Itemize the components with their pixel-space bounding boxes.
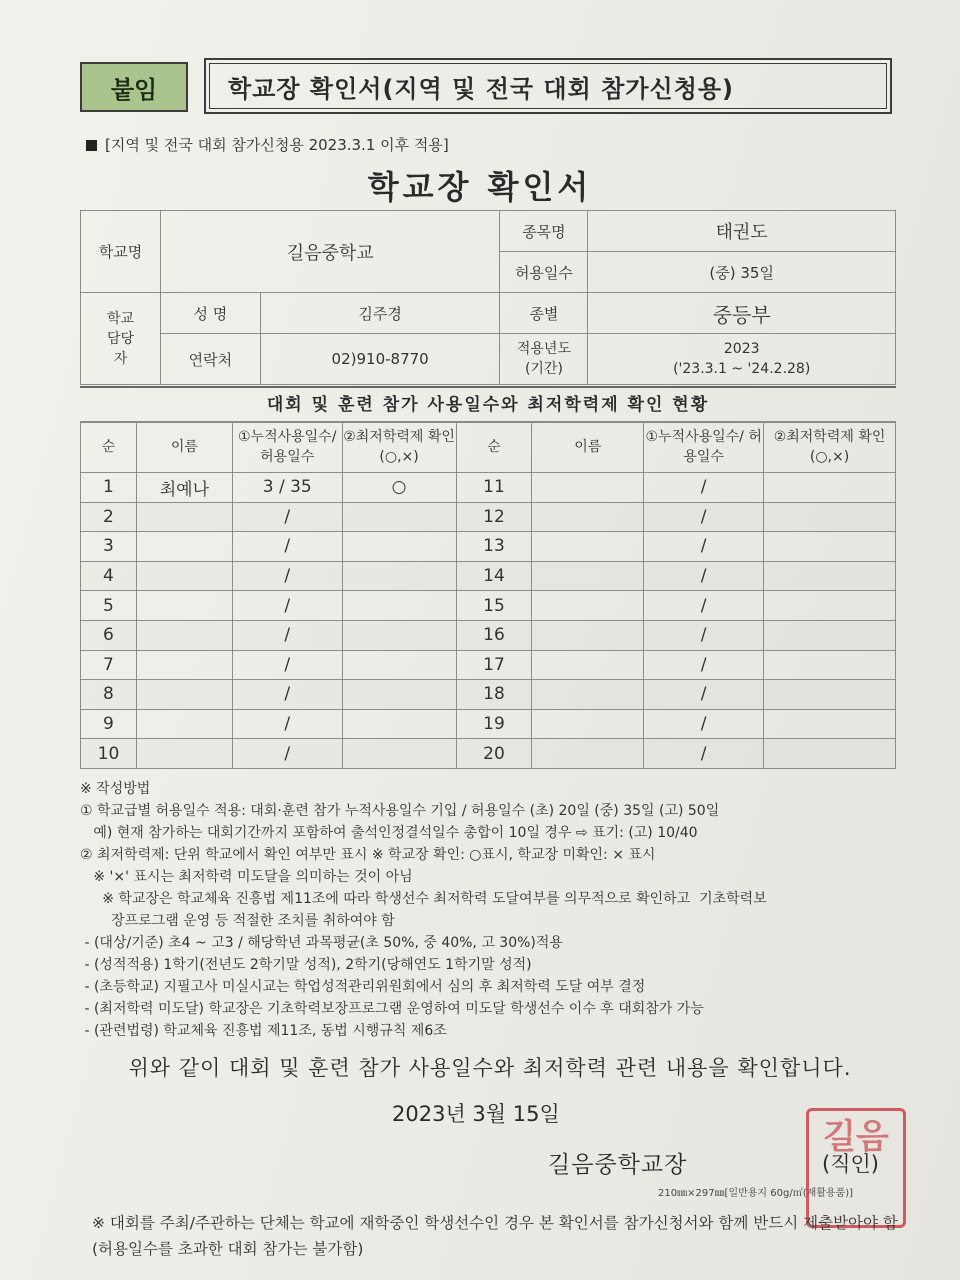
usage-grid xyxy=(80,421,896,769)
row-name xyxy=(136,680,232,710)
row-days: / xyxy=(644,473,764,503)
row-name xyxy=(532,709,644,739)
row-academic xyxy=(342,709,456,739)
row-number: 20 xyxy=(456,739,532,769)
row-academic xyxy=(764,532,896,562)
method-line: - (대상/기준) 초4 ~ 고3 / 해당학년 과목평균(초 50%, 중 40%, 고 30%)적용 xyxy=(80,935,563,951)
row-academic xyxy=(764,502,896,532)
row-name xyxy=(136,561,232,591)
row-number: 19 xyxy=(456,709,532,739)
row-name xyxy=(532,502,644,532)
method-line: 예) 현재 참가하는 대회기간까지 포함하여 출석인정결석일수 총합이 10일 경우 ⇨ 표기: (고) 10/40 xyxy=(80,825,698,841)
col-days-right: ①누적사용일수/ 허용일수 xyxy=(644,422,764,473)
row-academic xyxy=(342,502,456,532)
method-line: ※ '×' 표시는 최저학력 미도달을 의미하는 것이 아님 xyxy=(80,869,413,885)
attachment-tag: 붙임 xyxy=(80,62,188,112)
row-number: 3 xyxy=(81,532,137,562)
row-name xyxy=(136,502,232,532)
method-line: - (초등학교) 지필고사 미실시교는 학업성적관리위원회에서 심의 후 최저학력 도달 여부 결정 xyxy=(80,979,646,995)
row-name xyxy=(532,473,644,503)
row-days: / xyxy=(232,532,342,562)
row-number: 8 xyxy=(81,680,137,710)
row-days: 3 / 35 xyxy=(232,473,342,503)
year-label: 적용년도 (기간) xyxy=(500,334,588,385)
row-academic xyxy=(764,680,896,710)
days-label: 허용일수 xyxy=(500,252,588,293)
usage-grid-body xyxy=(81,473,896,769)
paper-spec: 210㎜×297㎜[일반용지 60g/㎡(재활용품)] xyxy=(658,1188,854,1199)
document-header xyxy=(80,58,892,114)
row-academic xyxy=(764,473,896,503)
row-number: 12 xyxy=(456,502,532,532)
row-days: / xyxy=(232,502,342,532)
row-name xyxy=(136,739,232,769)
row-number: 15 xyxy=(456,591,532,621)
row-days: / xyxy=(644,502,764,532)
row-days: / xyxy=(644,591,764,621)
row-days: / xyxy=(644,561,764,591)
row-academic xyxy=(764,561,896,591)
row-number: 14 xyxy=(456,561,532,591)
row-number: 11 xyxy=(456,473,532,503)
year-value: 2023 xyxy=(723,341,760,357)
col-academic-left: ②최저학력제 확인(○,×) xyxy=(342,422,456,473)
signer-title: 길음중학교장 xyxy=(548,1152,688,1178)
division-label: 종별 xyxy=(500,293,588,334)
square-bullet-icon xyxy=(86,140,97,151)
page-title: 학교장 확인서 xyxy=(367,168,593,206)
row-number: 10 xyxy=(81,739,137,769)
col-name-left: 이름 xyxy=(136,422,232,473)
row-days: / xyxy=(644,620,764,650)
year-cell xyxy=(588,334,896,385)
method-line: ※ 학교장은 학교체육 진흥법 제11조에 따라 학생선수 최저학력 도달여부를 의무적으로 확인하고 기초학력보 xyxy=(80,891,767,907)
phone-label: 연락처 xyxy=(160,334,260,385)
row-name xyxy=(532,561,644,591)
row-name xyxy=(136,532,232,562)
row-name xyxy=(532,650,644,680)
confirmation-statement: 위와 같이 대회 및 훈련 참가 사용일수와 최저학력 관련 내용을 확인합니다. xyxy=(128,1056,852,1080)
method-line: 장프로그램 운영 등 적절한 조치를 취하여야 함 xyxy=(80,913,395,929)
phone-value: 02)910-8770 xyxy=(260,334,500,385)
applicability-note xyxy=(86,134,449,155)
row-days: / xyxy=(232,650,342,680)
school-label: 학교명 xyxy=(81,211,161,293)
col-name-right: 이름 xyxy=(532,422,644,473)
row-name xyxy=(532,680,644,710)
year-period: ('23.3.1 ~ '24.2.28) xyxy=(673,361,811,377)
row-number: 2 xyxy=(81,502,137,532)
name-value: 김주경 xyxy=(260,293,500,334)
table-row xyxy=(81,502,896,532)
signature-date: 2023년 3월 15일 xyxy=(392,1102,560,1126)
name-label: 성 명 xyxy=(160,293,260,334)
row-academic xyxy=(342,561,456,591)
row-name xyxy=(532,591,644,621)
row-days: / xyxy=(644,709,764,739)
row-name: 최예나 xyxy=(136,473,232,503)
writing-method xyxy=(80,778,896,1042)
event-label: 종목명 xyxy=(500,211,588,252)
row-number: 1 xyxy=(81,473,137,503)
row-academic xyxy=(764,709,896,739)
col-no-right: 순 xyxy=(456,422,532,473)
row-number: 13 xyxy=(456,532,532,562)
row-academic xyxy=(342,680,456,710)
row-days: / xyxy=(644,680,764,710)
row-number: 9 xyxy=(81,709,137,739)
method-line: ② 최저학력제: 단위 학교에서 확인 여부만 표시 ※ 학교장 확인: ○표시, 학교장 미확인: × 표시 xyxy=(80,847,656,863)
method-line: - (최저학력 미도달) 학교장은 기초학력보장프로그램 운영하여 미도달 학생선수 이수 후 대회참가 가능 xyxy=(80,1001,704,1017)
seal-label: (직인) xyxy=(822,1152,879,1176)
table-row xyxy=(81,739,896,769)
row-days: / xyxy=(232,620,342,650)
col-no-left: 순 xyxy=(81,422,137,473)
row-name xyxy=(532,532,644,562)
applicability-note-text: [지역 및 전국 대회 참가신청용 2023.3.1 이후 적용] xyxy=(105,136,449,154)
table-row xyxy=(81,532,896,562)
row-academic xyxy=(342,620,456,650)
col-academic-right: ②최저학력제 확인(○,×) xyxy=(764,422,896,473)
table-row xyxy=(81,680,896,710)
row-number: 5 xyxy=(81,591,137,621)
event-value: 태권도 xyxy=(588,211,896,252)
usage-grid-header xyxy=(81,422,896,473)
row-number: 7 xyxy=(81,650,137,680)
days-value: (중) 35일 xyxy=(588,252,896,293)
row-days: / xyxy=(644,532,764,562)
row-days: / xyxy=(232,709,342,739)
table-row xyxy=(81,709,896,739)
table-row xyxy=(81,620,896,650)
method-line: - (관련법령) 학교체육 진흥법 제11조, 동법 시행규칙 제6조 xyxy=(80,1023,447,1039)
row-academic xyxy=(342,650,456,680)
info-table xyxy=(80,210,896,385)
row-number: 18 xyxy=(456,680,532,710)
row-academic xyxy=(764,650,896,680)
method-heading: ※ 작성방법 xyxy=(80,781,151,797)
table-row xyxy=(81,591,896,621)
table-row xyxy=(81,473,896,503)
row-days: / xyxy=(232,739,342,769)
row-days: / xyxy=(232,561,342,591)
row-academic xyxy=(764,739,896,769)
row-academic xyxy=(342,532,456,562)
row-academic xyxy=(342,591,456,621)
row-number: 17 xyxy=(456,650,532,680)
method-line: - (성적적용) 1학기(전년도 2학기말 성적), 2학기(당해연도 1학기말 성적) xyxy=(80,957,532,973)
row-name xyxy=(136,650,232,680)
row-name xyxy=(532,620,644,650)
document-heading: 학교장 확인서(지역 및 전국 대회 참가신청용) xyxy=(204,58,892,114)
school-value: 길음중학교 xyxy=(160,211,500,293)
row-number: 6 xyxy=(81,620,137,650)
method-lines xyxy=(80,800,896,1042)
row-days: / xyxy=(232,680,342,710)
school-seal-stamp: 길음 xyxy=(806,1108,906,1228)
col-days-left: ①누적사용일수/ 허용일수 xyxy=(232,422,342,473)
method-line: ① 학교급별 허용일수 적용: 대회·훈련 참가 누적사용일수 기입 / 허용일수 (초) 20일 (중) 35일 (고) 50일 xyxy=(80,803,720,819)
table-row xyxy=(81,561,896,591)
row-days: / xyxy=(232,591,342,621)
row-days: / xyxy=(644,650,764,680)
footer-note: ※ 대회를 주최/주관하는 단체는 학교에 재학중인 학생선수인 경우 본 확인서를 참가신청서와 함께 반드시 제출받아야 함(허용일수를 초과한 대회 참가는 불가함) xyxy=(92,1214,898,1258)
row-academic: ○ xyxy=(342,473,456,503)
row-name xyxy=(532,739,644,769)
row-academic xyxy=(342,739,456,769)
row-number: 16 xyxy=(456,620,532,650)
row-days: / xyxy=(644,739,764,769)
row-name xyxy=(136,709,232,739)
row-name xyxy=(136,620,232,650)
row-number: 4 xyxy=(81,561,137,591)
usage-grid-title: 대회 및 훈련 참가 사용일수와 최저학력제 확인 현황 xyxy=(80,386,896,423)
division-value: 중등부 xyxy=(588,293,896,334)
row-academic xyxy=(764,591,896,621)
row-name xyxy=(136,591,232,621)
contact-group-label: 학교 담당자 xyxy=(81,293,161,385)
row-academic xyxy=(764,620,896,650)
table-row xyxy=(81,650,896,680)
